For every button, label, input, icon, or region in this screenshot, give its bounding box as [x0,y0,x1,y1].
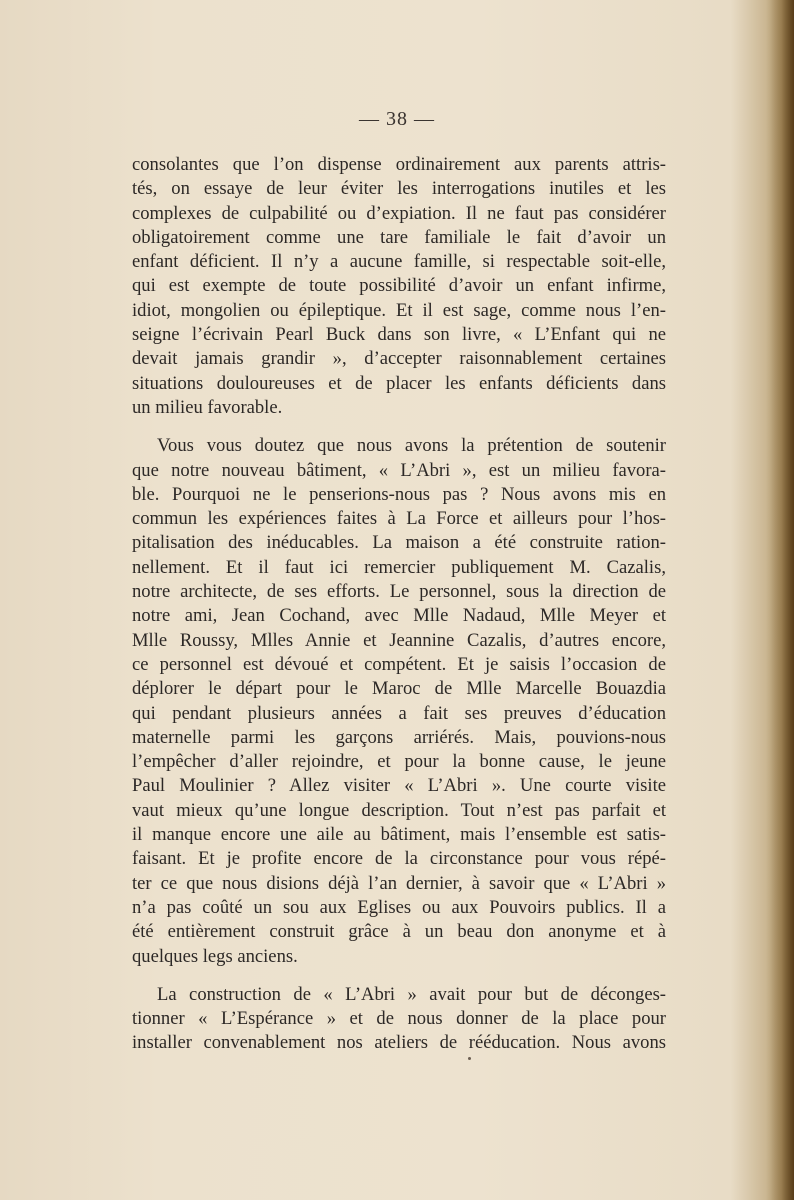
text-line: été entièrement construit grâce à un beau don anonyme et à [132,921,666,943]
text-line: Paul Moulinier ? Allez visiter « L’Abri ». Une courte visite [132,775,666,797]
paragraph-3 [132,983,666,1056]
text-line: n’a pas coûté un sou aux Eglises ou aux Pouvoirs publics. Il a [132,896,666,918]
text-line: un milieu favorable. [132,396,283,418]
text-line: tionner « L’Espérance » et de nous donner de la place pour [132,1008,666,1030]
text-line: tés, on essaye de leur éviter les interrogations inutiles et les [132,178,666,200]
text-line: l’empêcher d’aller rejoindre, et pour la bonne cause, le jeune [132,751,666,773]
body-text [132,153,666,1056]
text-line: situations douloureuses et de placer les enfants déficients dans [132,372,666,394]
text-line: nellement. Et il faut ici remercier publiquement M. Cazalis, [132,556,666,578]
text-line: La construction de « L’Abri » avait pour but de déconges- [157,983,666,1005]
text-line: quelques legs anciens. [132,945,298,967]
text-line: Mlle Roussy, Mlles Annie et Jeannine Cazalis, d’autres encore, [132,629,666,651]
text-line: faisant. Et je profite encore de la circonstance pour vous répé- [132,848,666,870]
text-line: seigne l’écrivain Pearl Buck dans son livre, « L’Enfant qui ne [132,324,666,346]
text-line: installer convenablement nos ateliers de rééducation. Nous avons [132,1032,666,1054]
text-line: il manque encore une aile au bâtiment, mais l’ensemble est satis- [132,824,666,846]
text-line: notre architecte, de ses efforts. Le personnel, sous la direction de [132,581,666,603]
text-line: enfant déficient. Il n’y a aucune famille, si respectable soit-elle, [132,251,666,273]
text-line: notre ami, Jean Cochand, avec Mlle Nadaud, Mlle Meyer et [132,605,666,627]
text-line: commun les expériences faites à La Force et ailleurs pour l’hos- [132,508,666,530]
text-line: idiot, mongolien ou épileptique. Et il est sage, comme nous l’en- [132,299,666,321]
text-line: obligatoirement comme une tare familiale le fait d’avoir un [132,226,666,248]
text-line: ble. Pourquoi ne le penserions-nous pas ? Nous avons mis en [132,483,666,505]
text-line: maternelle parmi les garçons arriérés. Mais, pouvions-nous [132,726,666,748]
text-line: ter ce que nous disions déjà l’an dernier, à savoir que « L’Abri » [132,872,666,894]
text-line: consolantes que l’on dispense ordinairement aux parents attris- [132,154,666,175]
page-edge-shadow [766,0,794,1200]
page-number: — 38 — [359,108,435,130]
text-line: que notre nouveau bâtiment, « L’Abri », est un milieu favora- [132,459,666,481]
paragraph-2 [132,434,666,969]
text-line: déplorer le départ pour le Maroc de Mlle Marcelle Bouazdia [132,678,666,700]
text-line: ce personnel est dévoué et compétent. Et je saisis l’occasion de [132,653,666,675]
text-line: pitalisation des inéducables. La maison a été construite ration- [132,532,666,554]
text-line: vaut mieux qu’une longue description. Tout n’est pas parfait et [132,799,666,821]
paragraph-1 [132,153,666,420]
text-line: qui pendant plusieurs années a fait ses preuves d’éducation [132,702,666,724]
paper-speck [468,1057,471,1060]
text-line: Vous vous doutez que nous avons la prétention de soutenir [157,435,666,457]
text-line: qui est exempte de toute possibilité d’avoir un enfant infirme, [132,275,666,297]
text-line: devait jamais grandir », d’accepter raisonnablement certaines [132,348,666,370]
text-line: complexes de culpabilité ou d’expiation. Il ne faut pas considérer [132,202,666,224]
